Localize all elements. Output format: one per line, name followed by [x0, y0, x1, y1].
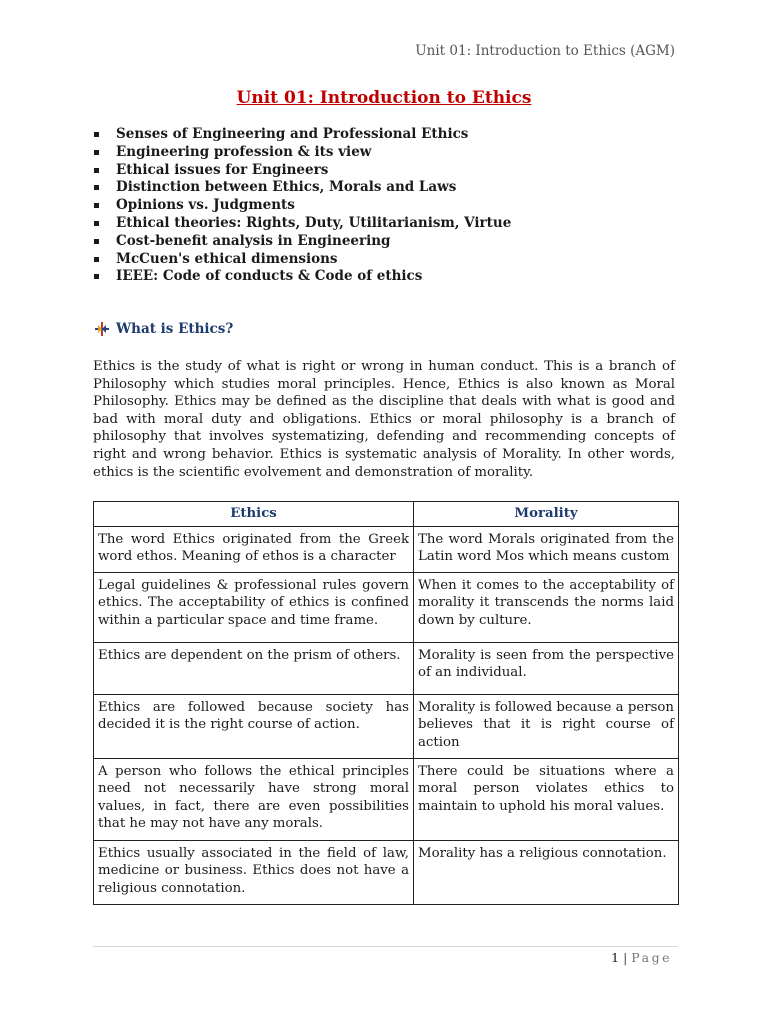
list-item: Engineering profession & its view — [94, 144, 511, 162]
ethics-morality-table — [93, 501, 679, 905]
table-row — [94, 840, 679, 904]
running-header: Unit 01: Introduction to Ethics (AGM) — [415, 43, 675, 59]
list-item: Ethical issues for Engineers — [94, 162, 511, 180]
table-cell: Morality has a religious connotation. — [414, 840, 679, 904]
column-header-ethics: Ethics — [94, 502, 414, 527]
page-word: Page — [631, 950, 672, 965]
section-heading — [94, 321, 233, 337]
table-row — [94, 694, 679, 758]
square-bullet-icon — [94, 150, 99, 155]
list-item: Senses of Engineering and Professional Ethics — [94, 126, 511, 144]
square-bullet-icon — [94, 203, 99, 208]
table-cell: There could be situations where a moral person violates ethics to maintain to uphold his moral values. — [414, 758, 679, 840]
column-header-morality: Morality — [414, 502, 679, 527]
list-item: McCuen's ethical dimensions — [94, 251, 511, 269]
table-cell: Morality is followed because a person believes that it is right course of action — [414, 694, 679, 758]
table-cell: Morality is seen from the perspective of an individual. — [414, 642, 679, 694]
table-cell: Legal guidelines & professional rules govern ethics. The acceptability of ethics is confined within a particular space and time frame. — [94, 572, 414, 642]
table-row — [94, 572, 679, 642]
list-item: IEEE: Code of conducts & Code of ethics — [94, 268, 511, 286]
square-bullet-icon — [94, 221, 99, 226]
footer-separator: | — [623, 950, 628, 965]
list-item: Cost-benefit analysis in Engineering — [94, 233, 511, 251]
page-title: Unit 01: Introduction to Ethics — [236, 88, 532, 108]
table-row — [94, 758, 679, 840]
square-bullet-icon — [94, 274, 99, 279]
square-bullet-icon — [94, 168, 99, 173]
topic-list — [94, 126, 511, 286]
square-bullet-icon — [94, 257, 99, 262]
table-cell: When it comes to the acceptability of morality it transcends the norms laid down by culture. — [414, 572, 679, 642]
square-bullet-icon — [94, 239, 99, 244]
table-cell: Ethics usually associated in the field of law, medicine or business. Ethics does not have a religious connotation. — [94, 840, 414, 904]
list-item: Opinions vs. Judgments — [94, 197, 511, 215]
table-cell: The word Morals originated from the Latin word Mos which means custom — [414, 526, 679, 572]
footer-divider — [93, 946, 678, 947]
table-header-row — [94, 502, 679, 527]
square-bullet-icon — [94, 132, 99, 137]
section-heading-text: What is Ethics? — [116, 321, 234, 337]
list-item: Ethical theories: Rights, Duty, Utilitarianism, Virtue — [94, 215, 511, 233]
table-cell: The word Ethics originated from the Greek word ethos. Meaning of ethos is a character — [94, 526, 414, 572]
intro-paragraph: Ethics is the study of what is right or wrong in human conduct. This is a branch of Philosophy which studies moral principles. Hence, Ethics is also known as Moral Philosophy. Ethics may be defined as the discipline that deals with what is good and bad with moral duty and obligations. Ethics or moral philosophy is a branch of philosophy that involves systematizing, defending and recommending concepts of right and wrong behavior. Ethics is systematic analysis of Morality. In other words, ethics is the scientific evolvement and demonstration of morality. — [93, 359, 675, 480]
table-cell: Ethics are followed because society has decided it is the right course of action. — [94, 694, 414, 758]
square-bullet-icon — [94, 185, 99, 190]
table-row — [94, 642, 679, 694]
table-row — [94, 526, 679, 572]
list-item: Distinction between Ethics, Morals and Laws — [94, 179, 511, 197]
page-number: 1 — [611, 950, 620, 965]
table-cell: A person who follows the ethical principles need not necessarily have strong moral values, in fact, there are even possibilities that he may not have any morals. — [94, 758, 414, 840]
section-marker-icon — [94, 321, 110, 337]
page-footer — [611, 950, 672, 965]
table-cell: Ethics are dependent on the prism of others. — [94, 642, 414, 694]
